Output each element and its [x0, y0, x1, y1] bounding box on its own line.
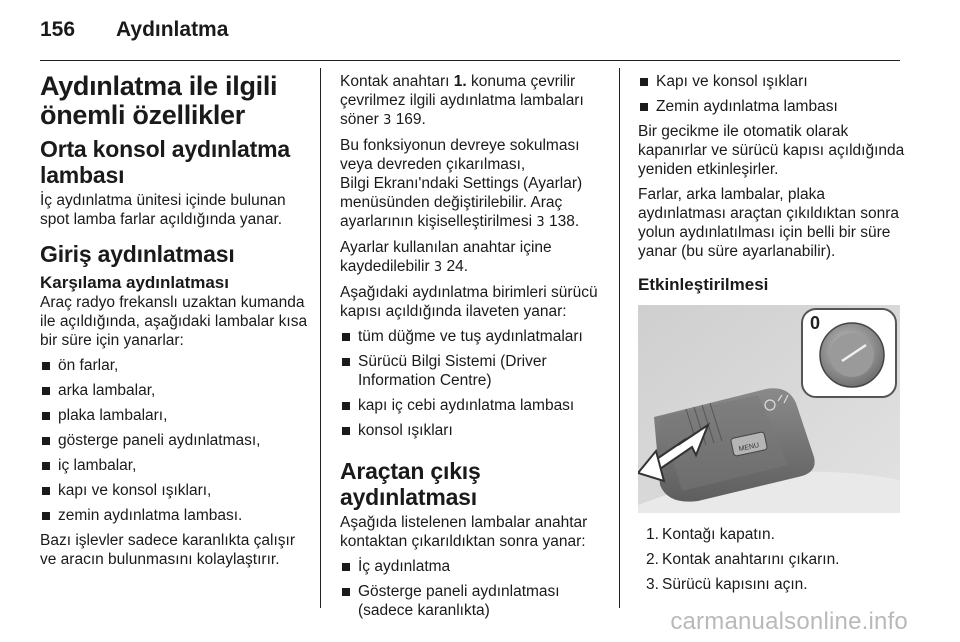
position-zero-label: 0 [810, 313, 821, 333]
paragraph: Aşağıdaki aydınlatma birimleri sürücü kapısı açıldığında ilaveten yanar: [340, 284, 598, 320]
heading-entry-lighting: Giriş aydınlatması [40, 241, 235, 267]
list-item: Sürücü Bilgi Sistemi (Driver Information Centre) [340, 352, 612, 390]
step-number: 2. [646, 551, 659, 568]
list-item: kapı ve konsol ışıkları, [40, 481, 312, 500]
column-3 [638, 72, 906, 600]
heading-center-console-lamp: Orta konsol aydınlatma lambası [40, 136, 290, 188]
text-bold: 1. [453, 73, 467, 90]
text-span: Ayarlar kullanılan anahtar içine kaydedilebilir [340, 239, 552, 275]
step-number: 1. [646, 526, 659, 543]
bullet-list [638, 72, 906, 116]
step-number: 3. [646, 576, 659, 593]
step-text: Kontağı kapatın. [662, 526, 775, 543]
step-item [638, 550, 906, 569]
bullet-list [40, 356, 312, 525]
page-reference[interactable]: 24. [446, 258, 469, 275]
list-item: İç aydınlatma [340, 557, 612, 576]
heading-exit-lighting: Araçtan çıkış aydınlatması [340, 458, 481, 510]
reference-arrow-icon: 3 [433, 260, 443, 275]
column-divider-2 [619, 68, 620, 608]
column-divider-1 [320, 68, 321, 608]
paragraph: Aşağıda listelenen lambalar anahtar kontaktan çıkarıldıktan sonra yanar: [340, 514, 588, 550]
step-text: Kontak anahtarını çıkarın. [662, 551, 840, 568]
paragraph: Bir gecikme ile otomatik olarak kapanırlar ve sürücü kapısı açıldığında yeniden etkinleşirler. [638, 123, 905, 178]
list-item: ön farlar, [40, 356, 312, 375]
list-item: Gösterge paneli aydınlatması (sadece karanlıkta) [340, 582, 612, 620]
list-item: arka lambalar, [40, 381, 312, 400]
step-item [638, 525, 906, 544]
list-item: kapı iç cebi aydınlatma lambası [340, 396, 612, 415]
paragraph: Bazı işlevler sadece karanlıkta çalışır ve aracın bulunmasını kolaylaştırır. [40, 532, 295, 568]
list-item: iç lambalar, [40, 456, 312, 475]
chapter-title: Aydınlatma [116, 18, 229, 41]
header-rule [40, 60, 900, 61]
menu-label: MENU [738, 441, 760, 454]
numbered-steps [638, 525, 906, 594]
column-1 [40, 72, 312, 575]
paragraph: Bu fonksiyonun devreye sokulması veya devreden çıkarılması, [340, 137, 580, 173]
section-title: Aydınlatma ile ilgili önemli özellikler [40, 71, 278, 130]
list-item: Kapı ve konsol ışıkları [638, 72, 906, 91]
page-number: 156 [40, 18, 76, 41]
text-span: konuma çevrilir çevrilmez ilgili aydınlatma lambaları söner [340, 73, 584, 128]
paragraph [340, 174, 612, 232]
step-item [638, 575, 906, 594]
paragraph [340, 238, 612, 277]
bullet-list [340, 557, 612, 620]
paragraph: Araç radyo frekanslı uzaktan kumanda ile açıldığında, aşağıdaki lambalar kısa bir süre için yanarlar: [40, 294, 308, 349]
paragraph: Farlar, arka lambalar, plaka aydınlatması araçtan çıkıldıktan sonra yolun aydınlatılması için belli bir süre yanar (bu süre ayarlanabilir). [638, 186, 900, 260]
list-item: konsol ışıkları [340, 421, 612, 440]
reference-arrow-icon: 3 [383, 113, 392, 128]
paragraph: İç aydınlatma ünitesi içinde bulunan spot lamba farlar açıldığında yanar. [40, 192, 286, 228]
list-item: Zemin aydınlatma lambası [638, 97, 906, 116]
watermark: carmanualsonline.info [670, 608, 908, 635]
paragraph [340, 72, 612, 130]
subheading-welcome-lighting: Karşılama aydınlatması [40, 273, 229, 292]
list-item: tüm düğme ve tuş aydınlatmaları [340, 327, 612, 346]
page-reference[interactable]: 169. [395, 111, 426, 128]
light-switch-illustration [638, 305, 900, 513]
heading-activation: Etkinleştirilmesi [638, 275, 769, 294]
reference-arrow-icon: 3 [536, 215, 545, 230]
list-item: gösterge paneli aydınlatması, [40, 431, 312, 450]
text-span: Bilgi Ekranı'ndaki Settings (Ayarlar) menüsünden değiştirilebilir. Araç ayarlarının kişiselleştirilmesi [340, 175, 583, 230]
column-2 [340, 72, 612, 626]
page-header [40, 18, 900, 48]
text-span: Kontak anahtarı [340, 73, 454, 90]
bullet-list [340, 327, 612, 440]
step-text: Sürücü kapısını açın. [662, 576, 808, 593]
list-item: zemin aydınlatma lambası. [40, 506, 312, 525]
page-reference[interactable]: 138. [548, 213, 580, 230]
list-item: plaka lambaları, [40, 406, 312, 425]
